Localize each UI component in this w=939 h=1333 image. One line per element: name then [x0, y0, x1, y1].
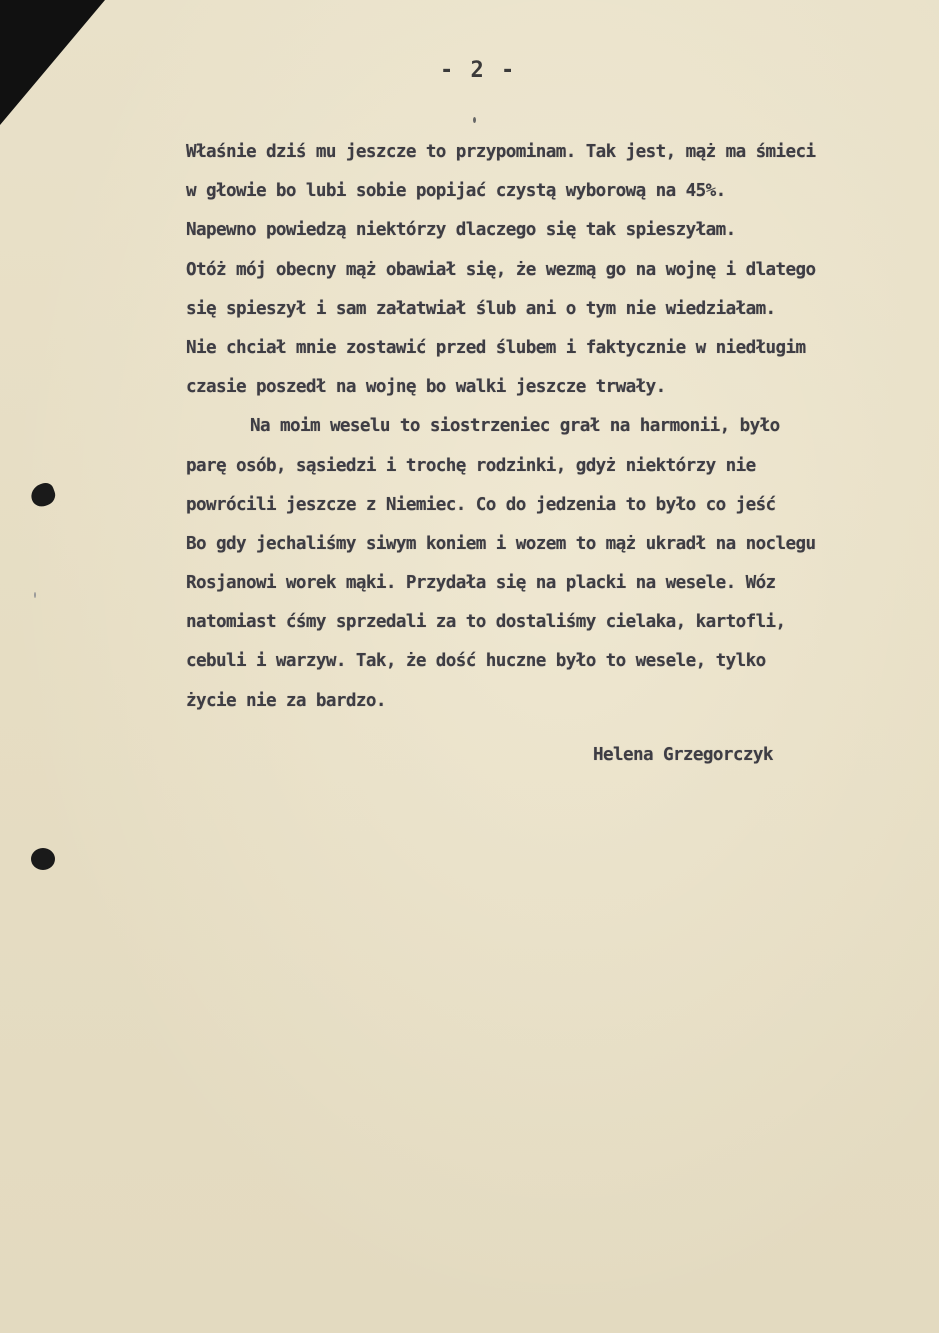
text-line: Nie chciał mnie zostawić przed ślubem i faktycznie w niedługim — [186, 337, 806, 358]
text-line: w głowie bo lubi sobie popijać czystą wyborową na 45%. — [186, 181, 726, 202]
letter-body — [186, 133, 926, 721]
page-number: - 2 - — [440, 58, 517, 83]
text-line: Otóż mój obecny mąż obawiał się, że wezmą go na wojnę i dlatego — [186, 259, 816, 280]
text-line: parę osób, sąsiedzi i trochę rodzinki, gdyż niektórzy nie — [186, 455, 756, 476]
text-line: Rosjanowi worek mąki. Przydała się na placki na wesele. Wóz — [186, 573, 776, 594]
text-line: się spieszył i sam załatwiał ślub ani o tym nie wiedziałam. — [186, 298, 776, 319]
text-line: powrócili jeszcze z Niemiec. Co do jedzenia to było co jeść — [186, 494, 776, 515]
text-line: Na moim weselu to siostrzeniec grał na harmonii, było — [250, 416, 780, 437]
text-line: życie nie za bardzo. — [186, 690, 386, 711]
text-line: Bo gdy jechaliśmy siwym koniem i wozem to mąż ukradł na noclegu — [186, 533, 816, 554]
ink-speck — [34, 592, 36, 598]
punch-hole — [31, 848, 55, 870]
punch-hole — [28, 481, 58, 510]
text-line: Właśnie dziś mu jeszcze to przypominam. Tak jest, mąż ma śmieci — [186, 142, 816, 162]
text-line: cebuli i warzyw. Tak, że dość huczne było to wesele, tylko — [186, 651, 766, 672]
folded-corner — [0, 0, 105, 125]
ink-speck — [473, 117, 476, 123]
text-line: czasie poszedł na wojnę bo walki jeszcze trwały. — [186, 377, 666, 398]
signature: Helena Grzegorczyk — [593, 745, 773, 765]
text-line: Napewno powiedzą niektórzy dlaczego się tak spieszyłam. — [186, 220, 736, 241]
text-line: natomiast ćśmy sprzedali za to dostaliśmy cielaka, kartofli, — [186, 612, 786, 633]
